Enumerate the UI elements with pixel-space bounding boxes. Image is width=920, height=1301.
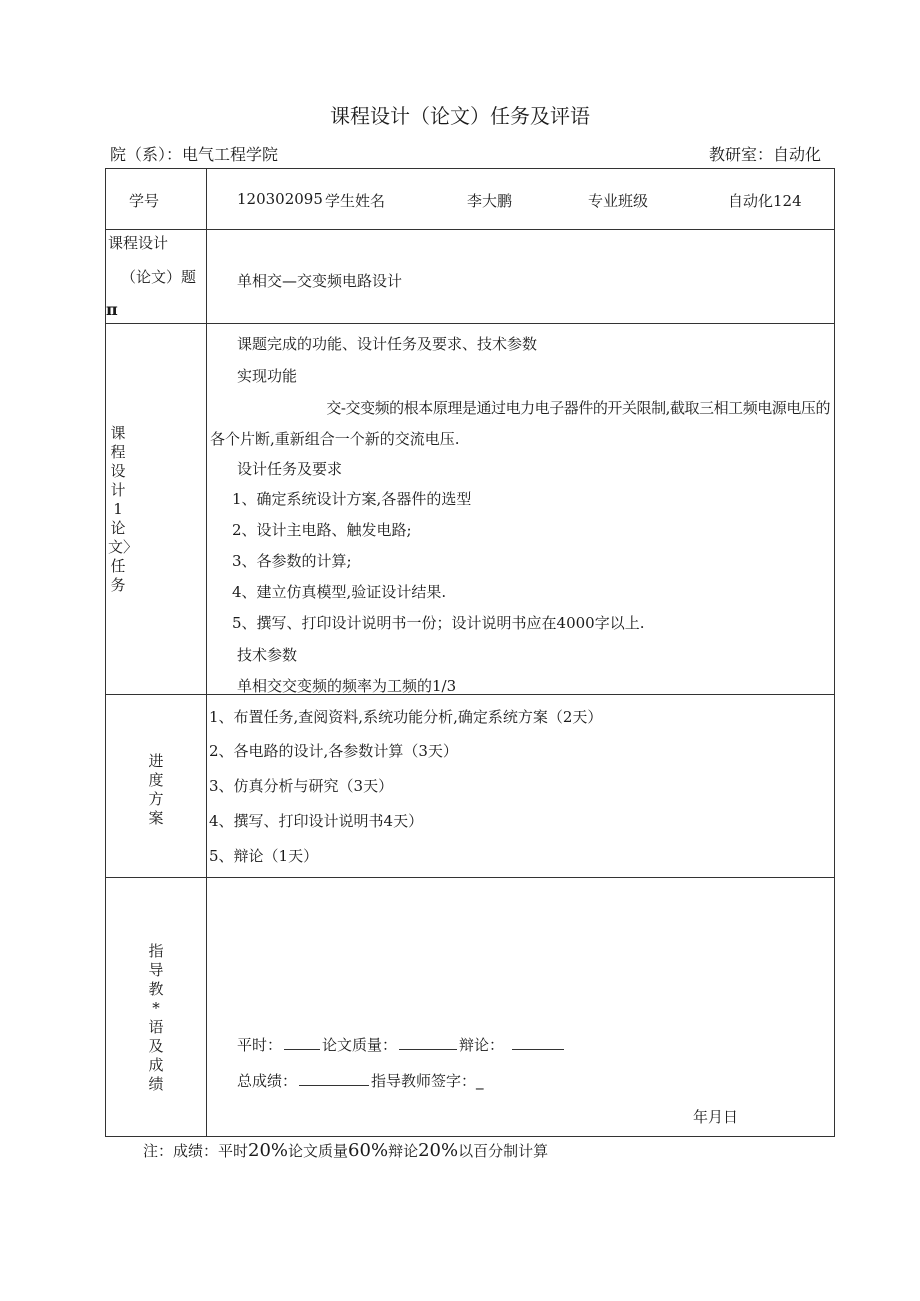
row-divider	[105, 229, 835, 230]
student-name-label: 学生姓名	[325, 192, 386, 210]
usual-grade-blank[interactable]	[284, 1035, 320, 1050]
signature-label: 指导教师签字：_	[371, 1072, 484, 1090]
class-value: 自动化124	[728, 192, 802, 210]
total-grade-label: 总成绩：	[237, 1072, 298, 1090]
task-line: 单相交交变频的频率为工频的1/3	[237, 677, 457, 695]
schedule-item: 1、布置任务,查阅资料,系统功能分析,确定系统方案（2天）	[209, 708, 603, 726]
footnote-quality-label: 论文质量	[288, 1142, 349, 1160]
schedule-item: 4、撰写、打印设计说明书4天）	[209, 812, 424, 830]
task-line: 各个片断,重新组合一个新的交流电压.	[210, 430, 460, 448]
student-id-label: 学号	[129, 192, 160, 210]
task-line: 课题完成的功能、设计任务及要求、技术参数	[237, 335, 538, 353]
table-border-right	[834, 168, 835, 1136]
task-line: 5、撰写、打印设计说明书一份；设计说明书应在4000字以上.	[232, 614, 645, 632]
table-border-bottom	[105, 1136, 835, 1137]
row-divider	[105, 694, 835, 695]
quality-grade-label: 论文质量：	[322, 1036, 398, 1054]
student-id-value: 120302095	[237, 190, 323, 208]
footnote-quality-percent: 60%	[348, 1140, 389, 1161]
task-line: 3、各参数的计算;	[232, 552, 352, 570]
topic-label-line2: （论文）题	[121, 268, 197, 286]
page-title: 课程设计（论文）任务及评语	[330, 104, 590, 128]
table-border-top	[105, 168, 835, 169]
grade-line-1	[237, 1034, 566, 1055]
column-divider	[206, 168, 207, 1136]
task-line: 交-交变频的根本原理是通过电力电子器件的开关限制,截取三相工频电源电压的	[326, 399, 830, 417]
department-label: 院（系）：电气工程学院	[110, 145, 279, 164]
footnote-defense-percent: 20%	[418, 1140, 459, 1161]
task-line: 2、设计主电路、触发电路;	[232, 521, 412, 539]
task-label: 课程设计1论文〉任务	[108, 424, 139, 594]
task-line: 1、确定系统设计方案,各器件的选型	[232, 490, 472, 508]
usual-grade-label: 平时：	[237, 1036, 283, 1054]
task-line: 4、建立仿真模型,验证设计结果.	[232, 583, 447, 601]
schedule-item: 3、仿真分析与研究（3天）	[209, 777, 394, 795]
defense-grade-blank[interactable]	[512, 1035, 564, 1050]
footnote-prefix: 注：成绩：平时	[143, 1142, 249, 1160]
footnote-suffix: 以百分制计算	[458, 1142, 549, 1160]
task-line: 设计任务及要求	[237, 460, 343, 478]
grade-line-2	[237, 1070, 484, 1091]
row-divider	[105, 877, 835, 878]
student-name-value: 李大鹏	[467, 192, 513, 210]
row-divider	[105, 323, 835, 324]
comments-label: 指导教*语及成绩	[148, 942, 164, 1093]
schedule-item: 5、辩论（1天）	[209, 847, 319, 865]
class-label: 专业班级	[588, 192, 649, 210]
topic-label-line3: π	[106, 300, 118, 319]
schedule-item: 2、各电路的设计,各参数计算（3天）	[209, 742, 458, 760]
footnote-usual-percent: 20%	[248, 1140, 289, 1161]
topic-label-line1: 课程设计	[108, 234, 169, 252]
schedule-label: 进度方案	[148, 752, 164, 827]
footnote-defense-label: 辩论	[388, 1142, 419, 1160]
date-label: 年月日	[693, 1108, 739, 1126]
defense-grade-label: 辩论：	[459, 1036, 505, 1054]
task-line: 实现功能	[237, 367, 298, 385]
footnote	[143, 1140, 548, 1161]
task-line: 技术参数	[237, 646, 298, 664]
quality-grade-blank[interactable]	[399, 1035, 457, 1050]
total-grade-blank[interactable]	[299, 1071, 369, 1086]
topic-value: 单相交—交变频电路设计	[237, 272, 403, 290]
lab-label: 教研室：自动化	[709, 145, 822, 164]
